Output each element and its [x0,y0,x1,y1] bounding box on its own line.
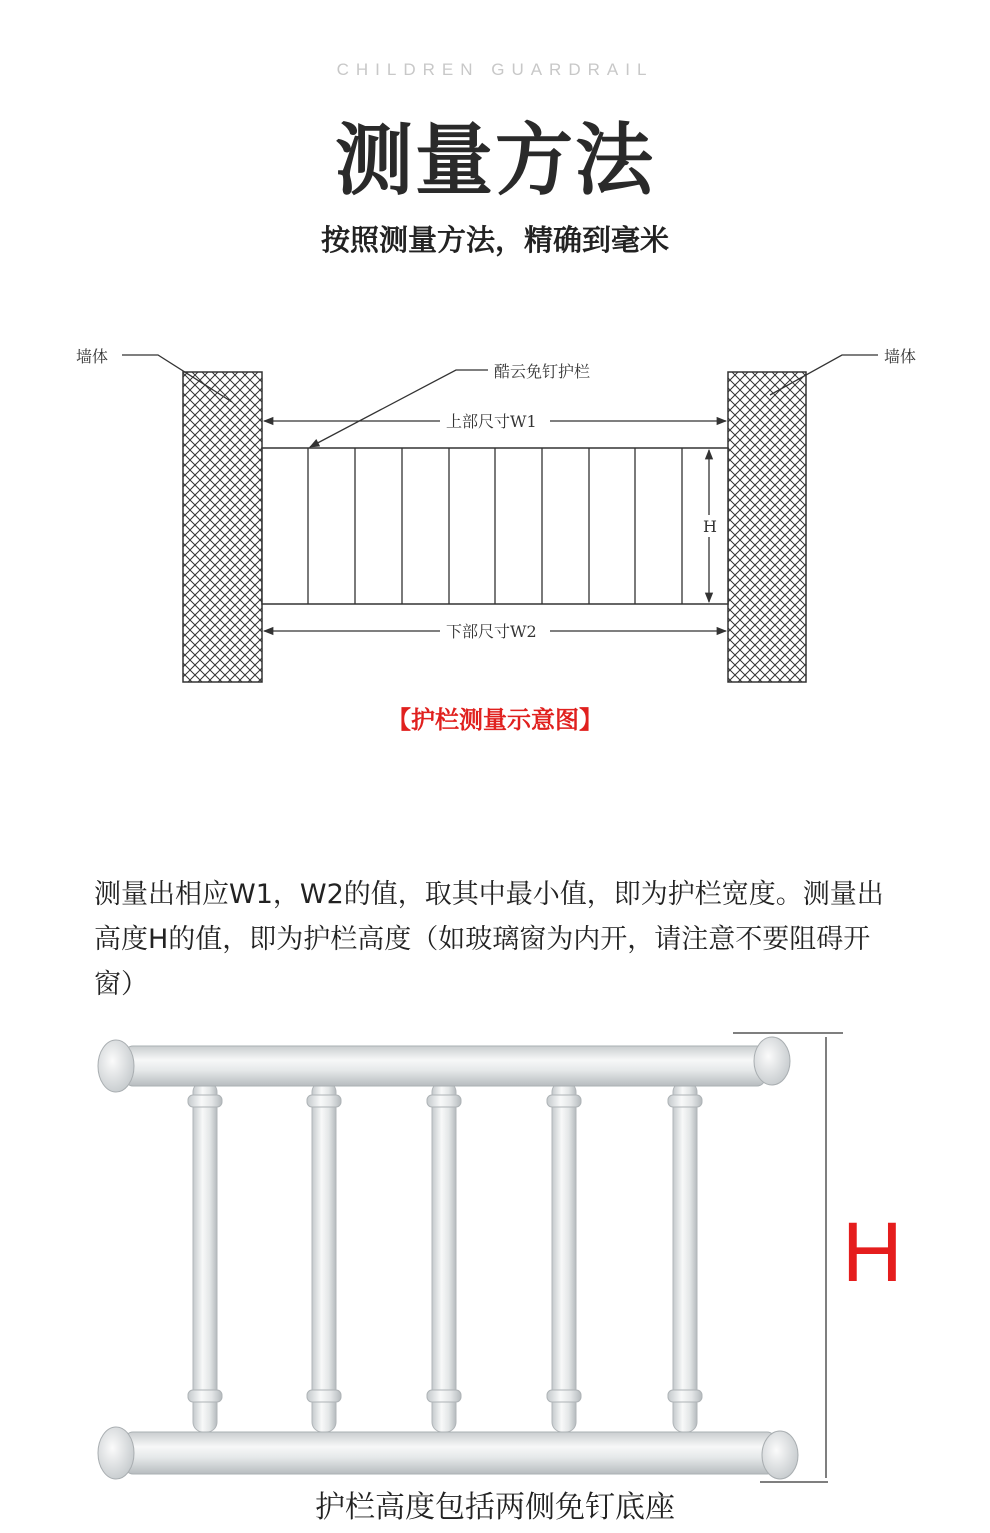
measurement-diagram [0,330,990,690]
height-marker: H [842,1205,903,1299]
photo-note-line1: 护栏高度包括两侧免钉底座 [315,1490,675,1525]
product-label: 酷云免钉护栏 [494,362,591,381]
wall-left-label: 墙体 [76,347,109,366]
page-subtitle: 按照测量方法，精确到毫米 [320,223,669,257]
height-measure-line [733,1033,843,1482]
height-dimension-label: H [703,517,717,536]
wall-right-label: 墙体 [884,347,917,366]
wall-right [728,372,806,682]
product-leader [310,370,488,447]
measurement-description: 测量出相应W1，W2的值，取其中最小值，即为护栏宽度。测量出高度H的值，即为护栏高度（如玻璃窗为内开，请注意不要阻碍开窗） [94,879,884,1000]
bottom-rail [98,1427,798,1479]
page-title: 测量方法 [334,116,655,206]
bottom-dimension-label: 下部尺寸W2 [446,622,537,641]
diagram-caption: 【护栏测量示意图】 [387,706,603,734]
top-rail [98,1037,790,1092]
wall-left [183,372,262,682]
kicker-text: CHILDREN GUARDRAIL [336,60,654,79]
guardrail-posts [188,1082,702,1432]
top-dimension-label: 上部尺寸W1 [446,412,537,431]
